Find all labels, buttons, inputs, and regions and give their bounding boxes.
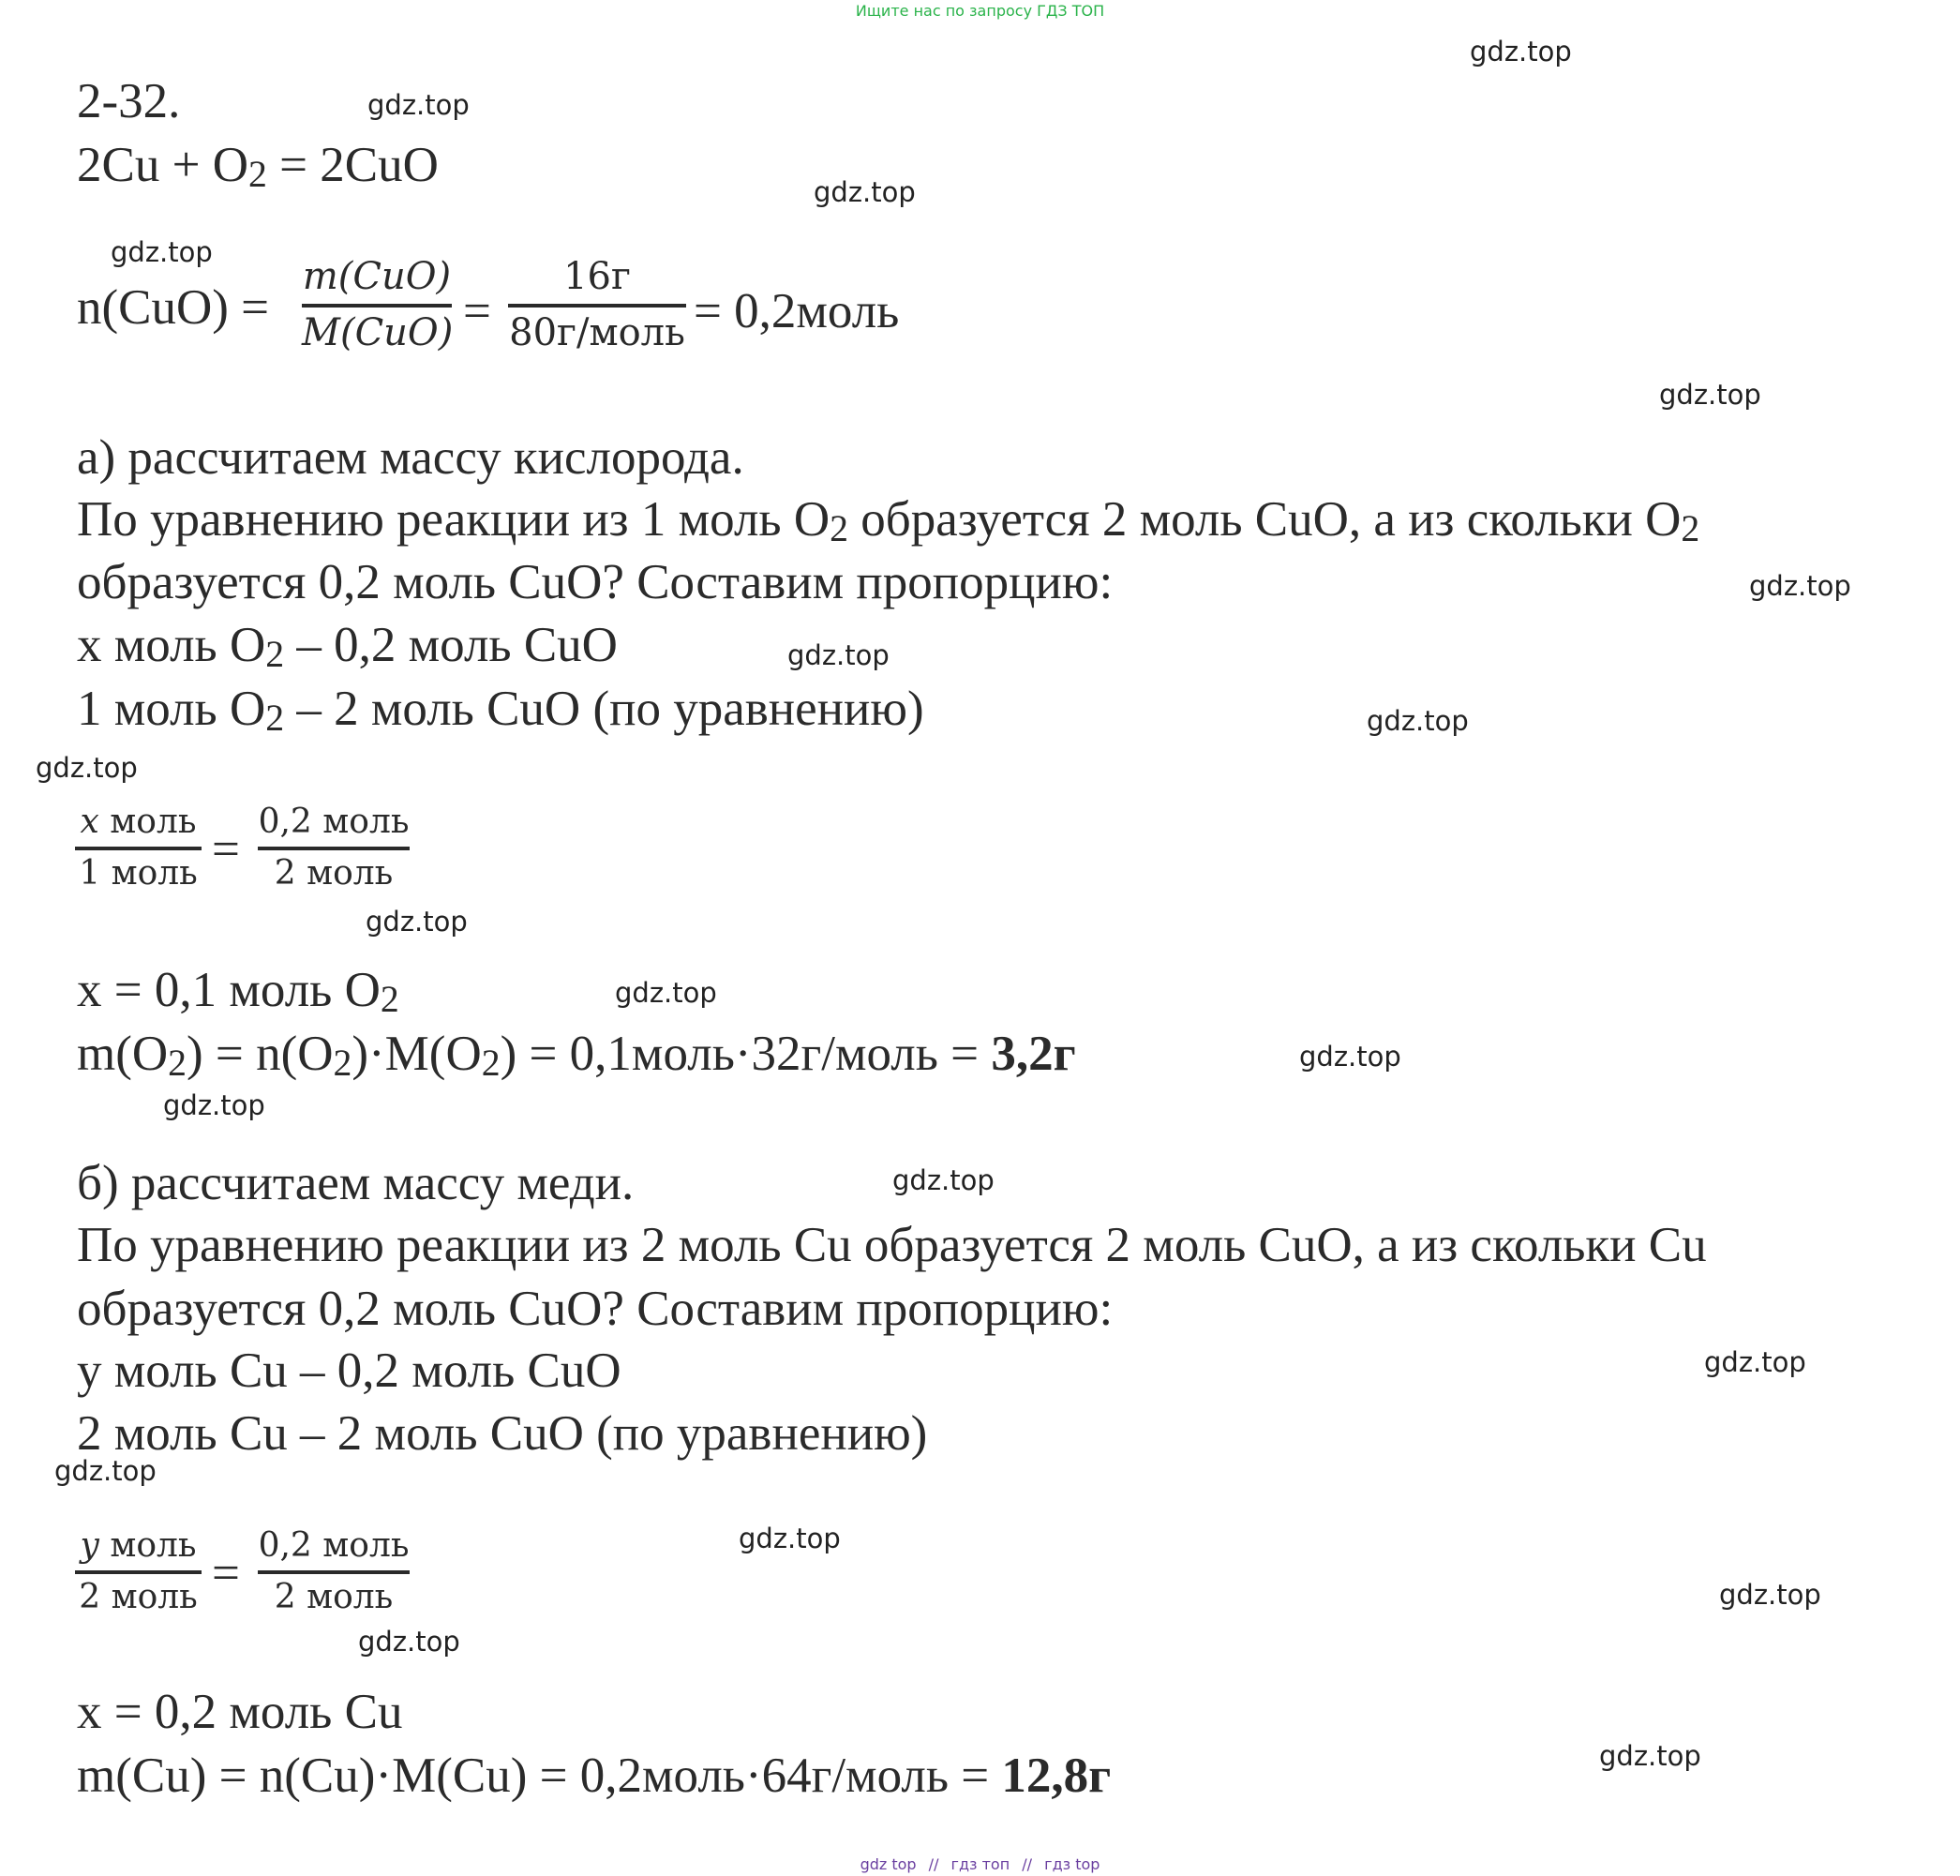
footer-link-1[interactable]: gdz top	[860, 1855, 917, 1873]
proportion-a-left: x моль 1 моль	[75, 803, 202, 893]
watermark: gdz.top	[163, 1089, 265, 1121]
watermark: gdz.top	[1599, 1740, 1701, 1772]
fraction-16-over-80: 16г 80г/моль	[509, 255, 685, 354]
watermark: gdz.top	[1367, 705, 1469, 737]
watermark: gdz.top	[787, 639, 890, 671]
n-cuo-label: n(CuO) =	[77, 280, 270, 335]
watermark: gdz.top	[36, 752, 138, 784]
footer-link-3[interactable]: гдз top	[1044, 1855, 1100, 1873]
watermark: gdz.top	[1299, 1041, 1401, 1073]
n-cuo-result: = 0,2моль	[694, 284, 900, 338]
proportion-a-equals: =	[212, 822, 240, 877]
watermark: gdz.top	[1704, 1346, 1806, 1378]
watermark: gdz.top	[1659, 379, 1761, 411]
part-a-line1: По уравнению реакции из 1 моль $O_2$ образуется 2 моль CuO, а из скольки $O_2$	[77, 492, 1700, 549]
watermark: gdz.top	[367, 89, 470, 121]
footer-link-2[interactable]: гдз топ	[950, 1855, 1010, 1873]
watermark: gdz.top	[892, 1164, 995, 1196]
watermark: gdz.top	[739, 1523, 841, 1554]
footer: gdz top // гдз топ // гдз top	[860, 1855, 1100, 1873]
watermark: gdz.top	[358, 1626, 460, 1658]
part-b-line4: 2 моль Cu – 2 моль CuO (по уравнению)	[77, 1406, 928, 1461]
proportion-b-right: 0,2 моль 2 моль	[258, 1526, 410, 1616]
watermark: gdz.top	[615, 977, 717, 1009]
part-b-mass: m(Cu) = n(Cu)·M(Cu) = 0,2моль·64г/моль = 12,8г	[77, 1748, 1112, 1803]
part-b-line1: По уравнению реакции из 2 моль Cu образуется 2 моль CuO, а из скольки Cu	[77, 1218, 1707, 1272]
watermark: gdz.top	[111, 236, 213, 268]
watermark: gdz.top	[1719, 1579, 1821, 1611]
part-b-heading: б) рассчитаем массу меди.	[77, 1156, 635, 1210]
watermark: gdz.top	[1470, 36, 1572, 68]
part-a-line4: 1 моль $O_2 - 2$ моль CuO (по уравнению)	[77, 682, 924, 739]
answer-oxygen-mass: 3,2г	[991, 1027, 1076, 1081]
answer-copper-mass: 12,8г	[1001, 1748, 1112, 1803]
part-a-heading: а) рассчитаем массу кислорода.	[77, 430, 744, 485]
part-a-line3: x моль $O_2 - 0,2$ моль CuO	[77, 618, 618, 675]
part-b-line3: у моль Cu – 0,2 моль CuO	[77, 1343, 621, 1398]
reaction-equation: $2Cu + O_2 = 2CuO$	[77, 138, 439, 195]
top-banner: Ищите нас по запросу ГДЗ ТОП	[855, 2, 1105, 20]
watermark: gdz.top	[54, 1455, 157, 1487]
equals-sign: =	[463, 284, 491, 338]
part-b-line2: образуется 0,2 моль CuO? Составим пропорцию:	[77, 1282, 1114, 1336]
fraction-m-over-M: m(CuO) M(CuO)	[302, 255, 454, 354]
watermark: gdz.top	[366, 906, 468, 938]
watermark: gdz.top	[1749, 570, 1851, 602]
proportion-b-left: y моль 2 моль	[75, 1526, 202, 1616]
part-a-line2: образуется 0,2 моль CuO? Составим пропорцию:	[77, 555, 1114, 609]
proportion-b-equals: =	[212, 1546, 240, 1600]
part-a-mass: $m(O_2) = n(O_2)\cdot M(O_2)$ = 0,1моль·32г/моль = 3,2г	[77, 1027, 1076, 1084]
proportion-a-right: 0,2 моль 2 моль	[258, 803, 410, 893]
watermark: gdz.top	[814, 176, 916, 208]
part-a-result-x: x = 0,1 моль $O_2$	[77, 963, 399, 1020]
part-b-result-x: x = 0,2 моль Cu	[77, 1685, 403, 1739]
problem-number: 2-32.	[77, 74, 181, 128]
